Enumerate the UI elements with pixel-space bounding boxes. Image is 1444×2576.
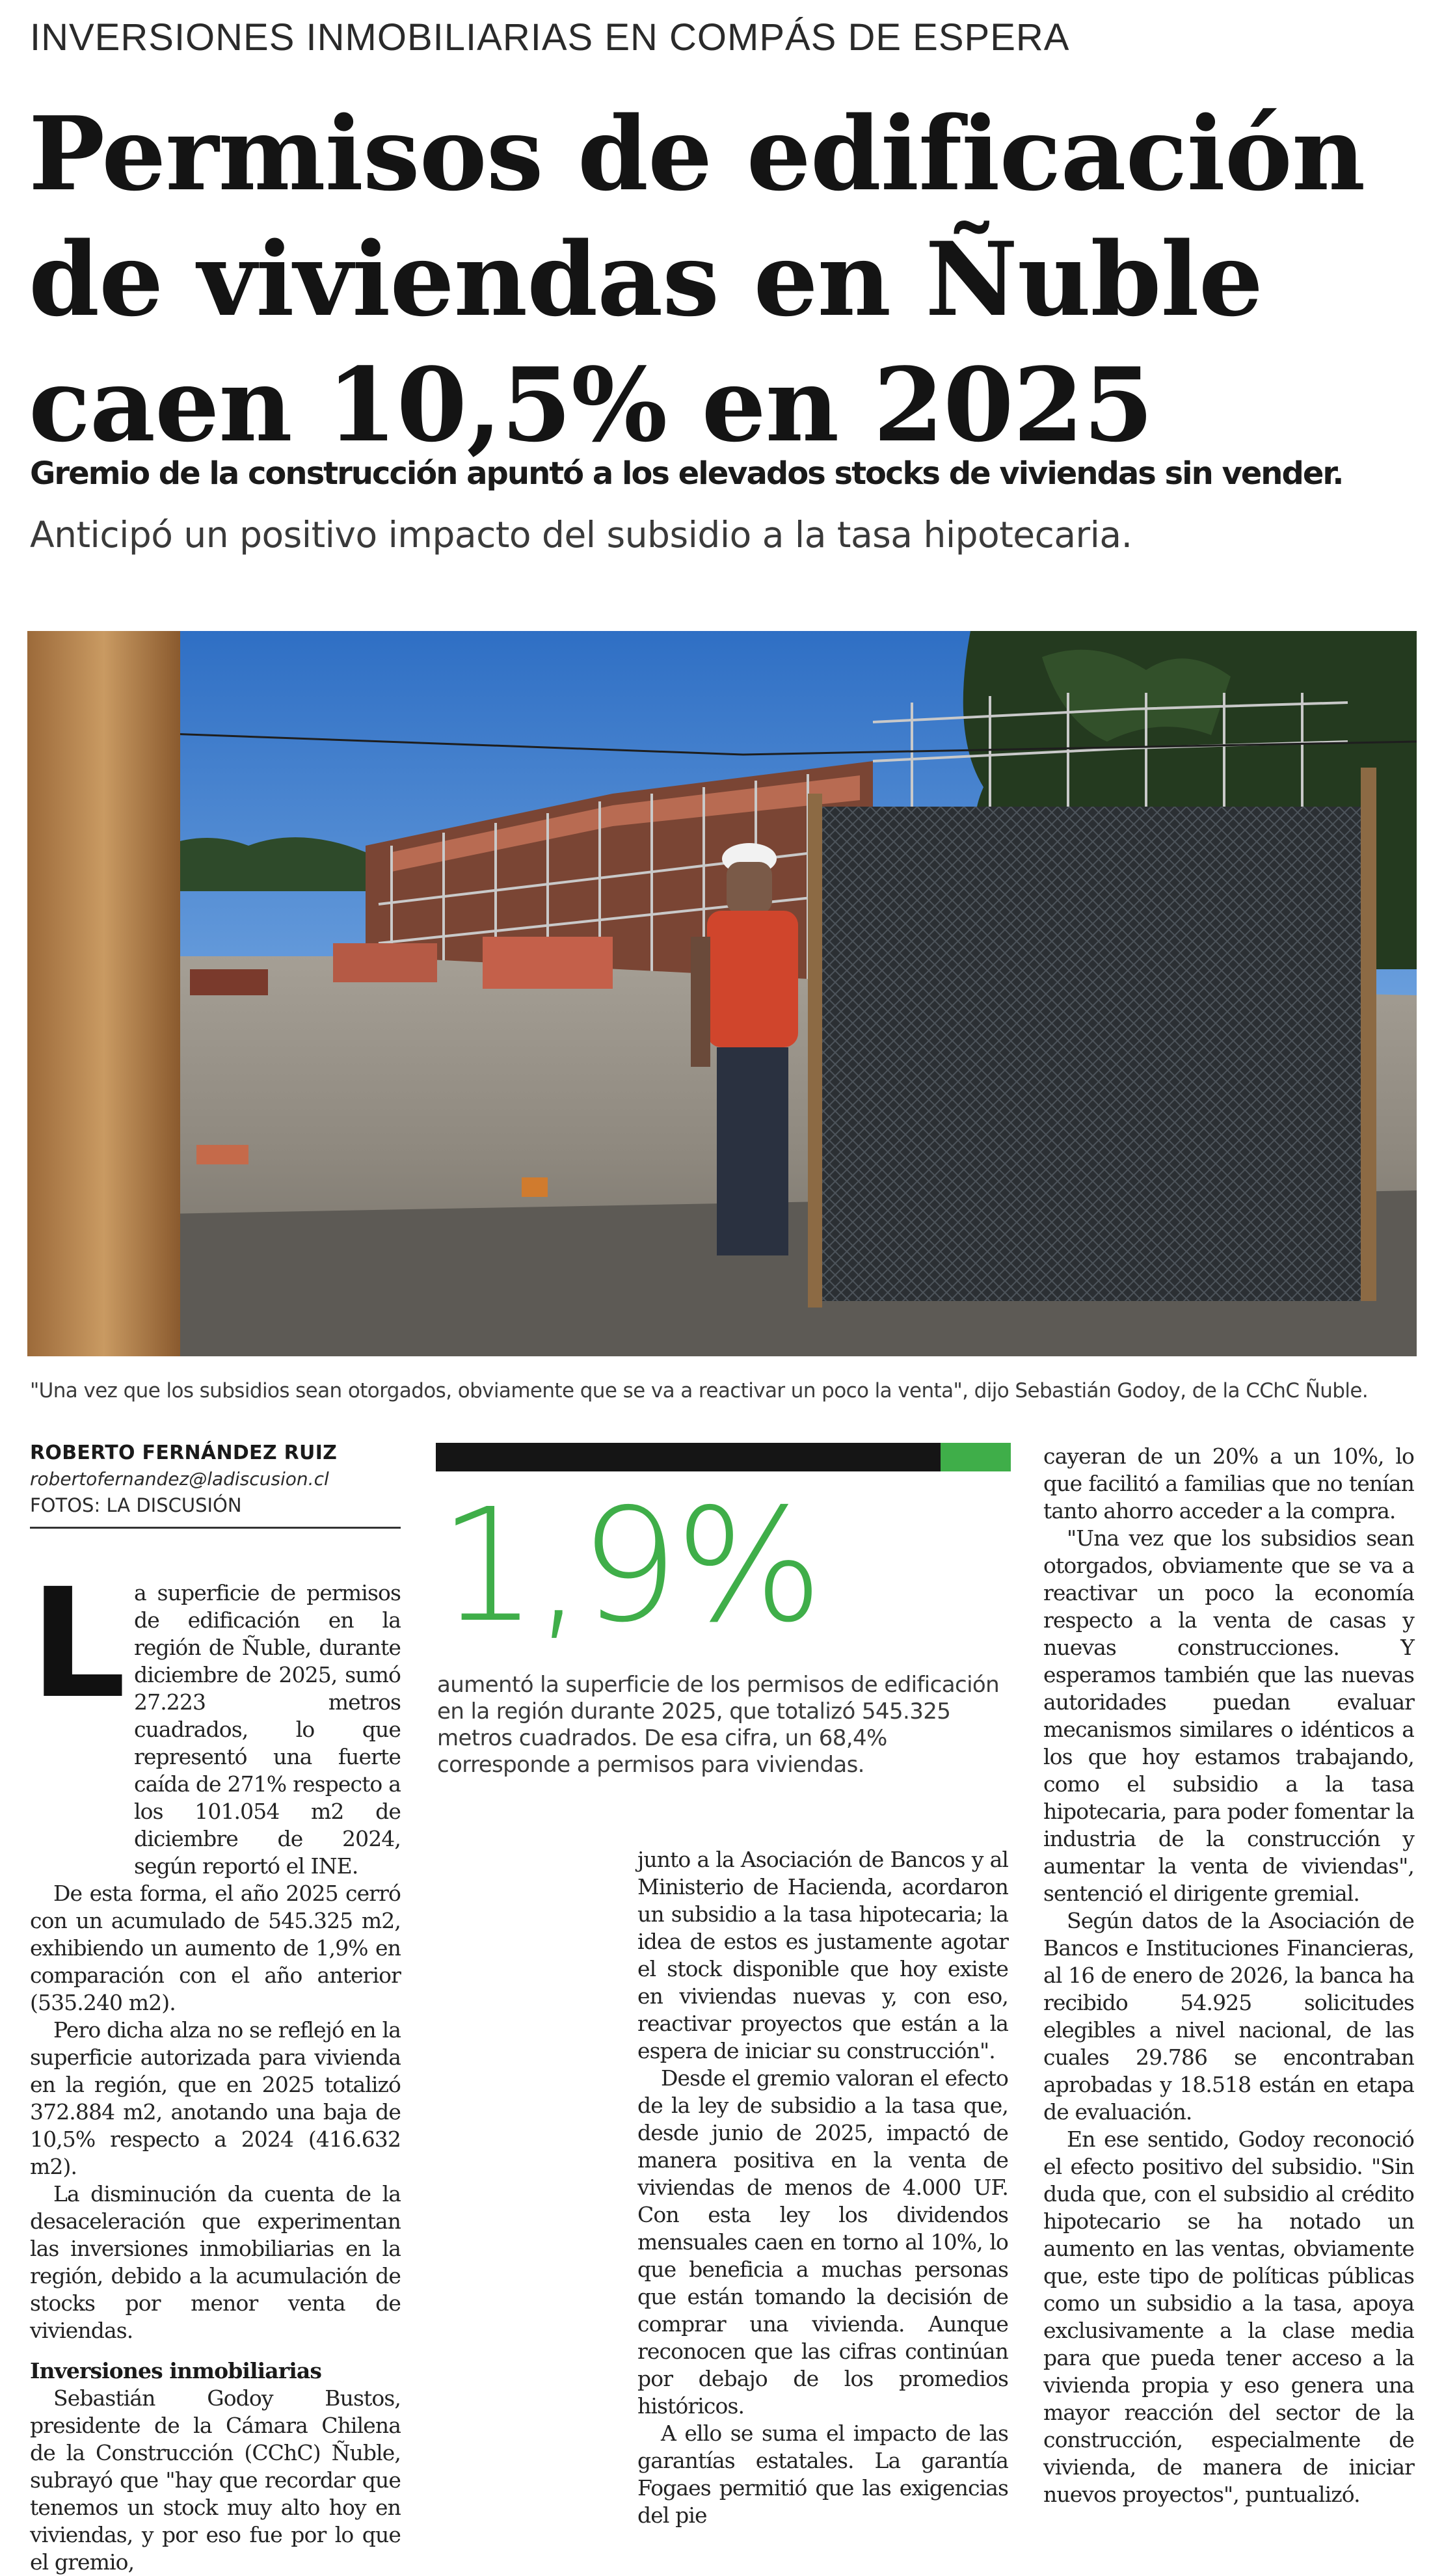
headline-line-2: de viviendas en Ñuble (29, 220, 1263, 339)
paragraph-8: A ello se suma el impacto de las garantías estatales. La garantía Fogaes permitió que las exigencias del pie (637, 2421, 1008, 2528)
paragraph-1: a superficie de permisos de edificación en la región de Ñuble, durante diciembre de 2025, sumó 27.223 metros cuadrados, lo que representó una fuerte caída de 271% respecto a los 101.054 m2 de diciembre de 2024, según reportó el INE. (134, 1580, 401, 1879)
photo-credit: FOTOS: LA DISCUSIÓN (30, 1494, 242, 1516)
construction-site-illustration (27, 631, 1417, 1356)
section-kicker: INVERSIONES INMOBILIARIAS EN COMPÁS DE ESPERA (30, 16, 1070, 59)
paragraph-7: Desde el gremio valoran el efecto de la ley de subsidio a la tasa que, desde junio de 2025, impactó de manera positiva en la venta de viviendas de menos de 4.000 UF. Con esta ley los dividendos mensuales caen en torno al 10%, lo que beneficia a muchas personas que están tomando la decisión de comprar una vivienda. Aunque reconocen que las cifras continúan por debajo de los promedios históricos. (637, 2065, 1008, 2419)
byline-divider (30, 1527, 401, 1529)
paragraph-4: La disminución da cuenta de la desaceleración que experimentan las inversiones inmobiliarias en la región, debido a la acumulación de stocks por menor venta de viviendas. (30, 2181, 401, 2343)
paragraph-6: junto a la Asociación de Bancos y al Ministerio de Hacienda, acordaron un subsidio a la tasa hipotecaria; la idea de estos es justamente agotar el stock disponible que hoy existe en viviendas nuevas y, con eso, reactivar proyectos que están a la espera de iniciar su construcción". (637, 1847, 1008, 2063)
photo-caption: "Una vez que los subsidios sean otorgados, obviamente que se va a reactivar un poco la venta", dijo Sebastián Godoy, de la CChC Ñuble. (30, 1379, 1369, 1402)
paragraph-2: De esta forma, el año 2025 cerró con un acumulado de 545.325 m2, exhibiendo un aumento de 1,9% en comparación con el año anterior (535.240 m2). (30, 1881, 401, 2015)
paragraph-3: Pero dicha alza no se reflejó en la superficie autorizada para vivienda en la región, que en 2025 totalizó 372.884 m2, anotando una baja de 10,5% respecto a 2024 (416.632 m2). (30, 2017, 401, 2179)
paragraph-5: Sebastián Godoy Bustos, presidente de la Cámara Chilena de la Construcción (CChC) Ñuble, subrayó que "hay que recordar que tenemos un stock muy alto hoy en viviendas, y por eso fue por lo que el gremio, (30, 2385, 401, 2575)
paragraph-11: Según datos de la Asociación de Bancos e Instituciones Financieras, al 16 de enero de 2026, la banca ha recibido 54.925 solicitudes elegibles a nivel nacional, de las cuales 29.786 se encontraban aprobadas y 18.518 están en etapa de evaluación. (1043, 1908, 1414, 2125)
headline (29, 91, 1395, 468)
paragraph-10: "Una vez que los subsidios sean otorgados, obviamente que se va a reactivar un poco la economía respecto a la venta de casas y nuevas construcciones. Y esperamos también que las nuevas autoridades puedan evaluar mecanismos similares o idénticos a los que hoy estamos trabajando, como el subsidio a la tasa hipotecaria, para poder fomentar la industria de la construcción y aumentar la venta de viviendas", sentenció el dirigente gremial. (1043, 1525, 1414, 1906)
lead-photo (27, 631, 1417, 1356)
stat-description: aumentó la superficie de los permisos de edificación en la región durante 2025, que totalizó 545.325 metros cuadrados. De esa cifra, un 68,4% corresponde a permisos para viviendas. (437, 1672, 1000, 1778)
headline-line-3: caen 10,5% en 2025 (29, 345, 1153, 464)
deck-bold: Gremio de la construcción apuntó a los elevados stocks de viviendas sin vender. (30, 455, 1343, 492)
subheading: Inversiones inmobiliarias (30, 2358, 322, 2383)
author-email[interactable]: robertofernandez@ladiscusion.cl (30, 1468, 329, 1490)
article-column-1 (30, 1556, 401, 2576)
article-column-2 (637, 1846, 1008, 2529)
paragraph-12: En ese sentido, Godoy reconoció el efecto positivo del subsidio. "Sin duda que, con el subsidio al crédito hipotecario se ha notado un aumento en las ventas, obviamente que, este tipo de políticas públicas como un subsidio a la tasa, apoya exclusivamente a la clase media para que pueda tener acceso a la vivienda propia y eso genera una mayor reacción del sector de la construcción, especialmente de vivienda, de manera de iniciar nuevos proyectos", puntualizó. (1043, 2127, 1414, 2507)
paragraph-9: cayeran de un 20% a un 10%, lo que facilitó a familias que no tenían tanto ahorro acceder a la compra. (1043, 1443, 1414, 1523)
author-name: ROBERTO FERNÁNDEZ RUIZ (30, 1442, 338, 1464)
byline (30, 1440, 394, 1518)
headline-line-1: Permisos de edificación (29, 94, 1365, 213)
article-column-3 (1043, 1443, 1414, 2508)
stat-bar-dark (436, 1443, 941, 1471)
deck-light: Anticipó un positivo impacto del subsidio a la tasa hipotecaria. (30, 514, 1132, 556)
stat-bar-accent (941, 1443, 1011, 1471)
stat-value: 1,9% (438, 1475, 820, 1657)
stat-bar (436, 1443, 1011, 1471)
drop-cap: L (30, 1556, 126, 1732)
